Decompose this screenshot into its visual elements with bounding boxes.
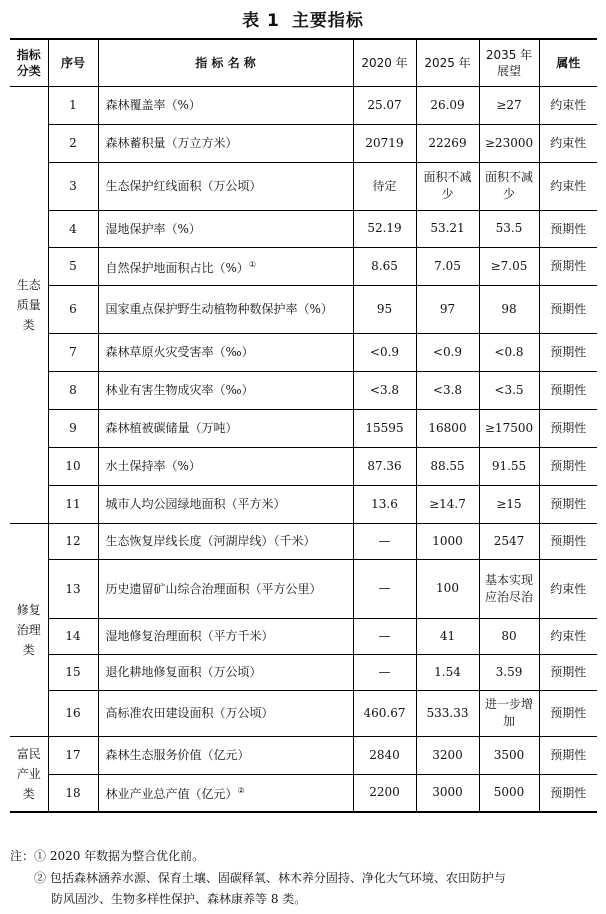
value-2035: [479, 654, 539, 690]
table-title-main: 主要指标: [291, 11, 364, 31]
value-2035-text: 98: [501, 301, 517, 316]
value-2020: [353, 654, 416, 690]
table-row: [10, 618, 597, 654]
attribute: [539, 447, 597, 485]
indicator-name-text: 林业产业总产值（亿元）: [105, 787, 238, 802]
value-2020-text: 13.6: [371, 496, 398, 511]
value-2035: [479, 485, 539, 523]
value-2020-text: —: [378, 581, 391, 595]
indicator-name-text: 森林蓄积量（万立方米）: [105, 136, 238, 150]
value-2020: [353, 774, 416, 812]
value-2020-text: 25.07: [367, 97, 402, 112]
value-2025: [416, 736, 479, 774]
row-number-text: 2: [69, 136, 77, 150]
row-number-text: 16: [65, 706, 81, 720]
value-2025-text: 88.55: [430, 458, 465, 473]
header-attr: 属性: [539, 39, 597, 86]
indicator-name: [98, 162, 353, 210]
value-2025: [416, 559, 479, 618]
value-2025-text: 3000: [432, 785, 463, 800]
attribute-text: 预期性: [550, 345, 587, 359]
value-2020: [353, 736, 416, 774]
table-row: [10, 86, 597, 124]
value-2025: [416, 124, 479, 162]
value-2025-text: 1000: [432, 533, 463, 548]
value-2035-text: ≥15: [496, 496, 522, 511]
row-number: [48, 333, 98, 371]
attribute-text: 约束性: [550, 629, 587, 643]
header-2025: 2025 年: [416, 39, 479, 86]
value-2035: [479, 124, 539, 162]
row-number: [48, 162, 98, 210]
row-number: [48, 654, 98, 690]
value-2035-text: ≥27: [496, 97, 522, 112]
value-2025: [416, 447, 479, 485]
indicator-name-text: 水土保持率（%）: [105, 459, 201, 473]
value-2035-text: <3.5: [494, 382, 524, 397]
row-number-text: 9: [69, 421, 77, 435]
value-2020: [353, 618, 416, 654]
row-number: [48, 485, 98, 523]
attribute-text: 预期性: [550, 383, 587, 397]
value-2035: [479, 409, 539, 447]
header-category: 指标分类: [10, 39, 48, 86]
table-row: [10, 210, 597, 247]
attribute-text: 约束性: [550, 98, 587, 112]
attribute-text: 预期性: [550, 748, 587, 762]
category-cell: 生态质量类: [10, 86, 48, 523]
table-row: [10, 485, 597, 523]
value-2025-text: 26.09: [430, 97, 465, 112]
attribute-text: 约束性: [550, 581, 587, 596]
indicator-name: [98, 485, 353, 523]
value-2020: [353, 210, 416, 247]
attribute: [539, 333, 597, 371]
indicator-name-text: 森林生态服务价值（亿元）: [105, 748, 250, 762]
attribute-text: 预期性: [550, 221, 587, 236]
value-2025-text: 1.54: [434, 664, 461, 679]
value-2020: [353, 371, 416, 409]
indicator-name: [98, 247, 353, 285]
value-2020: [353, 409, 416, 447]
value-2025-text: ≥14.7: [429, 496, 466, 511]
note-1-text: ① 2020 年数据为整合优化前。: [34, 849, 205, 863]
value-2035-text: 面积不减少: [484, 170, 533, 201]
row-number: [48, 774, 98, 812]
row-number-text: 1: [69, 98, 77, 112]
table-row: [10, 162, 597, 210]
value-2035: [479, 247, 539, 285]
row-number: [48, 371, 98, 409]
value-2035: [479, 86, 539, 124]
row-number: [48, 523, 98, 559]
value-2025-text: 3200: [432, 747, 463, 762]
row-number-text: 17: [65, 748, 81, 762]
value-2035-text: <0.8: [494, 344, 524, 359]
header-no: 序号: [48, 39, 98, 86]
value-2025: [416, 285, 479, 333]
value-2020-text: 15595: [365, 420, 404, 435]
value-2020-text: 460.67: [363, 705, 406, 720]
value-2035: [479, 333, 539, 371]
attribute: [539, 485, 597, 523]
value-2020-text: 2200: [369, 785, 400, 800]
value-2020-text: —: [378, 628, 391, 643]
attribute-text: 预期性: [550, 534, 587, 548]
row-number-text: 15: [65, 665, 81, 679]
indicator-name: [98, 618, 353, 654]
value-2025: [416, 162, 479, 210]
value-2025: [416, 371, 479, 409]
row-number-text: 11: [65, 497, 81, 511]
value-2025: [416, 409, 479, 447]
attribute: [539, 86, 597, 124]
table-title: [0, 6, 606, 31]
value-2035-text: 3.59: [495, 664, 523, 679]
value-2020-text: <0.9: [369, 344, 400, 359]
header-row: [10, 39, 597, 86]
indicator-name-text: 生态保护红线面积（万公顷）: [105, 179, 262, 193]
row-number-text: 4: [69, 221, 77, 236]
note-1: [10, 846, 204, 866]
row-number-text: 12: [65, 534, 81, 548]
row-number: [48, 210, 98, 247]
value-2025-text: 41: [439, 628, 456, 643]
value-2020-text: 95: [376, 301, 393, 316]
indicator-name: [98, 523, 353, 559]
attribute: [539, 124, 597, 162]
indicator-name: [98, 736, 353, 774]
value-2020: [353, 485, 416, 523]
value-2025-text: <0.9: [432, 344, 463, 359]
indicator-name-text: 森林植被碳储量（万吨）: [105, 421, 238, 435]
value-2025: [416, 86, 479, 124]
indicator-name-text: 退化耕地修复面积（万公顷）: [105, 665, 262, 679]
value-2025-text: 22269: [428, 135, 467, 150]
row-number: [48, 447, 98, 485]
row-number: [48, 618, 98, 654]
value-2020-text: 52.19: [367, 221, 402, 235]
category-cell: 富民产业类: [10, 736, 48, 812]
indicator-name: [98, 333, 353, 371]
indicator-name-text: 湿地保护率（%）: [105, 221, 201, 236]
table-row: [10, 333, 597, 371]
attribute: [539, 618, 597, 654]
row-number: [48, 736, 98, 774]
row-number-text: 3: [69, 179, 77, 193]
attribute: [539, 285, 597, 333]
indicator-name: [98, 409, 353, 447]
attribute: [539, 523, 597, 559]
note-2-text: ② 包括森林涵养水源、保育土壤、固碳释氧、林木养分固持、净化大气环境、农田防护与: [34, 871, 506, 885]
value-2035: [479, 736, 539, 774]
attribute-text: 预期性: [550, 459, 587, 473]
value-2025-text: 53.21: [430, 221, 465, 235]
table-row: [10, 124, 597, 162]
attribute-text: 预期性: [550, 302, 587, 316]
row-number: [48, 409, 98, 447]
row-number-text: 14: [65, 629, 81, 643]
table-row: [10, 559, 597, 618]
table-row: [10, 285, 597, 333]
value-2020: [353, 162, 416, 210]
row-number-text: 10: [65, 459, 81, 473]
value-2035-text: 5000: [493, 785, 525, 800]
value-2035: [479, 447, 539, 485]
value-2035-text: ≥23000: [484, 135, 534, 150]
attribute: [539, 409, 597, 447]
row-number: [48, 86, 98, 124]
row-number-text: 6: [69, 302, 77, 316]
indicator-name: [98, 124, 353, 162]
value-2035-text: ≥17500: [484, 420, 534, 435]
value-2035-text: 基本实现应治尽治: [484, 572, 533, 604]
value-2035-text: 80: [501, 628, 517, 643]
value-2020-text: 87.36: [367, 458, 402, 473]
header-2035: 2035 年展望: [479, 39, 539, 86]
attribute: [539, 559, 597, 618]
value-2025: [416, 654, 479, 690]
value-2020: [353, 86, 416, 124]
value-2025-text: <3.8: [432, 382, 463, 397]
indicator-name: [98, 774, 353, 812]
value-2025: [416, 485, 479, 523]
row-number-text: 8: [69, 383, 77, 397]
value-2035-text: 53.5: [495, 221, 523, 235]
indicator-name: [98, 654, 353, 690]
table-row: [10, 247, 597, 285]
value-2025: [416, 333, 479, 371]
value-2020-text: 20719: [365, 135, 404, 150]
indicator-name-text: 林业有害生物成灾率（‰）: [105, 383, 254, 397]
value-2020: [353, 523, 416, 559]
value-2025: [416, 247, 479, 285]
row-number: [48, 285, 98, 333]
value-2025-text: 7.05: [434, 258, 461, 273]
table-row: [10, 523, 597, 559]
indicator-name-text: 湿地修复治理面积（平方千米）: [105, 629, 274, 643]
indicator-table: [10, 38, 597, 813]
indicator-name-text: 城市人均公园绿地面积（平方米）: [105, 497, 286, 511]
header-2020: 2020 年: [353, 39, 416, 86]
indicator-name: [98, 371, 353, 409]
attribute-text: 预期性: [550, 785, 587, 800]
value-2025: [416, 618, 479, 654]
table-row: [10, 736, 597, 774]
indicator-name-text: 自然保护地面积占比（%）: [105, 260, 249, 275]
value-2020: [353, 559, 416, 618]
indicator-name-text: 生态恢复岸线长度（河湖岸线）（千米）: [105, 534, 316, 548]
row-number-text: 7: [69, 345, 77, 359]
indicator-name-text: 森林覆盖率（%）: [105, 98, 201, 112]
value-2035-text: 2547: [493, 533, 525, 548]
indicator-name: [98, 86, 353, 124]
value-2020-text: —: [378, 533, 391, 548]
note-prefix: 注：: [10, 849, 35, 863]
value-2035: [479, 162, 539, 210]
value-2035: [479, 285, 539, 333]
indicator-name: [98, 559, 353, 618]
value-2035-text: ≥7.05: [490, 258, 528, 273]
value-2035: [479, 523, 539, 559]
value-2020-text: <3.8: [369, 382, 400, 397]
value-2025: [416, 523, 479, 559]
row-number: [48, 247, 98, 285]
attribute-text: 约束性: [550, 179, 587, 193]
table-row: [10, 654, 597, 690]
value-2020-text: —: [378, 664, 391, 679]
row-number: [48, 690, 98, 736]
row-number: [48, 124, 98, 162]
value-2020: [353, 124, 416, 162]
value-2020-text: 待定: [372, 178, 397, 193]
indicator-name: [98, 690, 353, 736]
table-row: [10, 371, 597, 409]
value-2020: [353, 447, 416, 485]
value-2035-text: 91.55: [491, 458, 527, 473]
table-title-prefix: 表 1: [242, 11, 280, 31]
indicator-name: [98, 447, 353, 485]
value-2035: [479, 559, 539, 618]
table-row: [10, 690, 597, 736]
attribute: [539, 247, 597, 285]
value-2035: [479, 210, 539, 247]
header-indicator: 指 标 名 称: [98, 39, 353, 86]
value-2025-text: 533.33: [426, 705, 469, 720]
value-2020: [353, 333, 416, 371]
note-2-text-cont: 防风固沙、生物多样性保护、森林康养等 8 类。: [51, 892, 307, 906]
attribute: [539, 654, 597, 690]
row-number-text: 18: [65, 785, 81, 800]
value-2025-text: 16800: [428, 420, 467, 435]
indicator-name-text: 森林草原火灾受害率（‰）: [105, 345, 254, 359]
value-2020: [353, 285, 416, 333]
value-2035-text: 进一步增加: [484, 697, 533, 728]
attribute: [539, 774, 597, 812]
indicator-name-text: 国家重点保护野生动植物种数保护率（%）: [105, 302, 333, 316]
value-2020: [353, 690, 416, 736]
table-row: [10, 409, 597, 447]
indicator-name-text: 历史遗留矿山综合治理面积（平方公里）: [105, 581, 322, 596]
note-2: [34, 868, 506, 888]
value-2025-text: 97: [439, 301, 456, 316]
value-2020-text: 8.65: [371, 258, 398, 273]
attribute-text: 预期性: [550, 497, 587, 511]
indicator-name-text: 高标准农田建设面积（万公顷）: [105, 706, 274, 720]
note-2-cont: [51, 889, 306, 909]
row-number: [48, 559, 98, 618]
value-2025: [416, 210, 479, 247]
value-2020: [353, 247, 416, 285]
attribute-text: 预期性: [550, 259, 587, 273]
value-2025-text: 面积不减少: [423, 170, 472, 201]
attribute-text: 预期性: [550, 421, 587, 435]
row-number-text: 13: [65, 581, 81, 596]
attribute: [539, 371, 597, 409]
value-2025-text: 100: [436, 581, 459, 595]
value-2025: [416, 690, 479, 736]
indicator-name: [98, 285, 353, 333]
value-2025: [416, 774, 479, 812]
attribute: [539, 210, 597, 247]
table-row: [10, 774, 597, 812]
value-2035: [479, 618, 539, 654]
category-cell: 修复治理类: [10, 523, 48, 736]
value-2035: [479, 690, 539, 736]
indicator-name: [98, 210, 353, 247]
attribute-text: 预期性: [550, 665, 587, 679]
attribute-text: 预期性: [550, 706, 587, 720]
attribute: [539, 162, 597, 210]
attribute: [539, 736, 597, 774]
table-row: [10, 447, 597, 485]
value-2035: [479, 774, 539, 812]
footnote-marker: ①: [248, 259, 257, 269]
attribute-text: 约束性: [550, 136, 587, 150]
value-2035: [479, 371, 539, 409]
row-number-text: 5: [69, 259, 77, 273]
value-2020-text: 2840: [369, 747, 400, 762]
footnote-marker: ②: [237, 786, 245, 796]
attribute: [539, 690, 597, 736]
value-2035-text: 3500: [493, 747, 525, 762]
